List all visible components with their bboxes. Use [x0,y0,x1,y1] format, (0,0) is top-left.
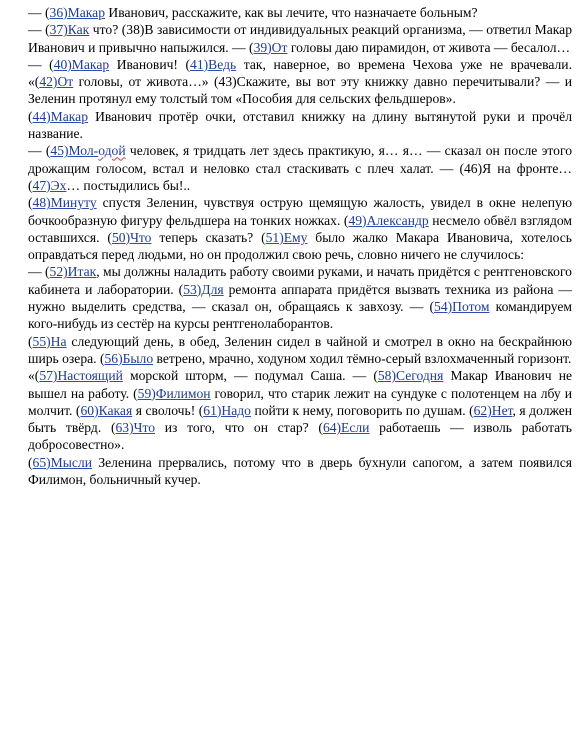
paragraph [28,263,572,332]
paragraph [28,108,572,143]
sentence-link[interactable]: 64)Если [322,420,370,436]
text-run: человек, я тридцать лет здесь практикую, я… я… — сказал он после этого дрожащим голосом, встал и неловко стал стаскивать с плеч халат. — (46)Я на фронте… ( [28,143,572,193]
paragraph [28,367,572,453]
sentence-link[interactable]: 61)Надо [203,402,251,418]
text-run: ( [28,195,33,211]
text-run: — ( [28,56,54,72]
sentence-link[interactable]: 58)Сегодня [377,368,444,384]
text-run: спустя Зеленин, чувствуя острую щемящую жалость, увидел в окне нелепую бочкообразную фигуру фельдшера на тонких ножках. ( [28,195,572,228]
text-run: — ( [28,22,50,38]
sentence-link[interactable]: 48)Минуту [32,195,97,211]
sentence-link[interactable]: 49)Александр [348,212,429,228]
text-run: Иванович, расскажите, как вы лечите, что назначаете больным? [105,5,478,20]
text-run: , я должен быть твёрд. ( [28,402,573,436]
sentence-link[interactable]: 54)Потом [434,299,490,315]
sentence-link[interactable]: 44)Макар [32,108,89,124]
sentence-link[interactable]: 65)Мысли [32,454,92,470]
text-run: что? (38)В зависимости от индивидуальных реакций организма, — ответил Макар Иванович и привычно напыжился. — ( [28,22,572,55]
sentence-link[interactable]: 52)Итак [49,264,97,280]
text-run: Макар Иванович не вышел на работу. ( [28,368,573,401]
paragraph [28,142,572,194]
paragraph [28,56,572,108]
text-run: Иванович! ( [109,56,191,72]
text-run: ветрено, мрачно, ходуном ходил тёмно-серый взлохмаченный горизонт. [153,350,572,366]
text-run: пойти к нему, поговорить по душам. ( [250,402,474,418]
sentence-link[interactable]: 59)Филимон [137,385,211,401]
sentence-link[interactable]: 45)Мол- [50,143,99,159]
text-run: теперь сказать? ( [151,229,266,245]
sentence-link[interactable]: 47)Эх [32,177,67,193]
sentence-link[interactable]: 56)Было [104,350,154,366]
text-run: ( [28,108,33,124]
paragraph [28,4,572,21]
text-run: из того, что он стар? ( [155,420,323,436]
sentence-link[interactable]: 42)От [39,74,74,90]
text-run: было жалко Макара Ивановича, хотелось оправдаться перед людьми, но он продолжил свою речь, словно ничего не случилось: [28,229,572,263]
sentence-link[interactable]: 41)Ведь [190,56,237,72]
text-run: Зеленина прервались, потому что в дверь бухнули сапогом, а затем появился Филимон, больничный кучер. [28,454,572,488]
text-run: ( [28,454,33,470]
sentence-link[interactable]: 39)От [253,39,288,55]
text-run: — ( [28,143,51,159]
sentence-link[interactable]: 53)Для [183,281,224,297]
sentence-link[interactable]: 40)Макар [53,56,110,72]
text-run: следующий день, в обед, Зеленин сидел в чайной и смотрел в окно на бескрайнюю ширь озера. ( [28,333,572,366]
sentence-link[interactable]: 63)Что [115,420,155,436]
sentence-link[interactable]: 55)На [32,333,67,349]
text-run: работаешь — изволь работать добросовестно». [28,420,572,453]
text-run: ( [28,333,33,349]
paragraph [28,194,572,263]
text-run: «( [28,368,40,384]
paragraph [28,454,572,489]
text-run: головы, от живота…» (43)Скажите, вы вот эту книжку давно перечитывали? — и Зеленин протянул ему толстый том «Пособия для сельских фельдшеров». [28,74,572,107]
paragraph [28,21,572,56]
text-run: морской шторм, — подумал Саша. — ( [122,368,378,384]
sentence-link[interactable]: 57)Настоящий [39,368,123,384]
text-run: … постыдились бы!.. [66,177,191,193]
text-run: несмело обвёл взглядом оставшихся. ( [28,212,572,245]
text-run: — ( [28,5,50,20]
text-run: я сволочь! ( [132,402,204,418]
misspelled-link[interactable]: одой [98,143,126,159]
text-run: говорил, что старик лежит на сундуке с полотенцем на лбу и молчит. ( [28,385,572,418]
paragraph [28,333,572,368]
sentence-link[interactable]: 62)Нет [473,402,513,418]
sentence-link[interactable]: 36)Макар [49,5,106,20]
sentence-link[interactable]: 37)Как [49,22,90,38]
sentence-link[interactable]: 50)Что [111,229,152,245]
text-run: головы даю пирамидон, от живота — бесалол… [287,39,571,55]
text-run: командируем кого-нибудь из сестёр на курсы рентгенолаборантов. [28,299,572,332]
text-run: , мы должны наладить работу своими руками, и начать придётся с рентгеновского кабинета и лаборатории. ( [28,264,572,297]
sentence-link[interactable]: 51)Ему [265,229,308,245]
text-run: так, наверное, во времена Чехова уже не врачевали. «( [28,56,572,90]
text-run: — ( [28,264,50,280]
sentence-link[interactable]: 60)Какая [80,402,133,418]
text-run: ремонта аппарата придётся вызвать техника из района — нужно выделить средства, — сказал он, обращаясь к завхозу. — ( [28,281,572,315]
text-run: Иванович протёр очки, отставил книжку на длину вытянутой руки и прочёл название. [28,108,572,142]
